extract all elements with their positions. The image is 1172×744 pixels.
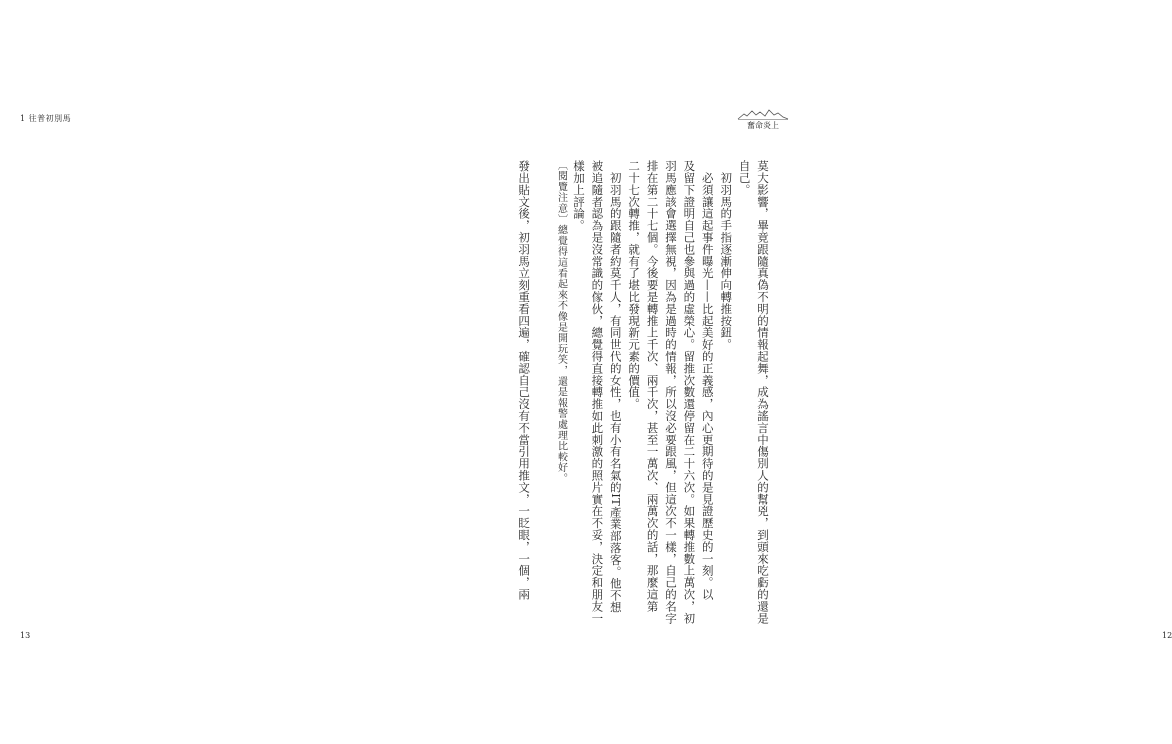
left-running-head: 1 往普初別馬 (20, 114, 72, 123)
text-line: 及留下證明自己也參與過的虛榮心。留推次數還停留在二十六次。如果轉推數上萬次，初 (682, 160, 697, 625)
right-page (400, 0, 1172, 744)
text-line: 莫大影響，畢竟跟隨真偽不明的情報起舞，成為謠言中傷別人的幫兇，到頭來吃虧的還是 (756, 160, 770, 625)
text-line: 樣加上評論。 (571, 160, 586, 232)
text-line: 初羽馬的跟隨者約莫千人，有同世代的女性，也有小有名氣的IT產業部落客。他不想 (608, 160, 623, 614)
mountain-ornament-icon (738, 108, 788, 120)
text-line: 初羽馬的手指逐漸伸向轉推按鈕。 (719, 160, 734, 351)
right-running-head-block (738, 108, 788, 131)
right-running-head: 奮命炎上 (747, 121, 779, 130)
text-line: 自己。 (737, 160, 752, 196)
left-page-number: 13 (20, 631, 31, 640)
text-line: 二十七次轉推，就有了堪比發現新元素的價值。 (627, 160, 642, 410)
text-line: 被追隨者認為是沒常識的傢伙，總覺得直接轉推如此刺激的照片實在不妥，決定和朋友一 (590, 160, 605, 625)
left-page (0, 0, 400, 744)
text-line: 排在第二十七個。今後要是轉推上千次、兩千次，甚至一萬次、兩萬次的話，那麼這第 (645, 160, 660, 613)
right-page-number: 12 (1162, 631, 1172, 640)
text-line: 羽馬應該會選擇無視，因為是過時的情報，所以沒必要跟風，但這次不一樣，自己的名字 (663, 160, 678, 625)
text-line: 發出貼文後，初羽馬立刻重看四遍，確認自己沒有不當引用推文，一眨眼，一個，兩 (517, 160, 532, 601)
right-page-body (515, 160, 772, 625)
text-line: 必須讓這起事件曝光——比起美好的正義感，內心更期待的是見證歷史的一刻。以 (700, 160, 715, 601)
aside-line: 〔閱覽注意〕總覺得這看起來不像是開玩笑，還是報警處理比較好。 (555, 160, 567, 484)
